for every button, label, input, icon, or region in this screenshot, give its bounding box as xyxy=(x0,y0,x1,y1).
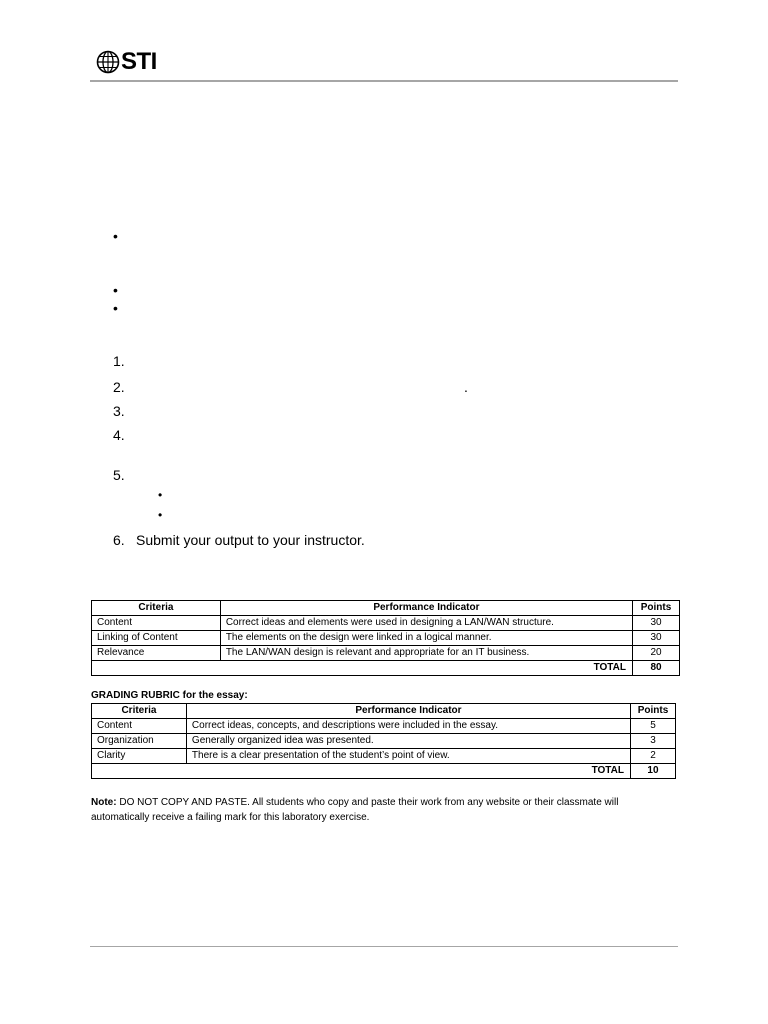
note-label: Note: xyxy=(91,797,117,808)
indicator-cell: The elements on the design were linked in a logical manner. xyxy=(220,631,632,646)
indicator-cell: Correct ideas and elements were used in designing a LAN/WAN structure. xyxy=(220,616,632,631)
note-text: DO NOT COPY AND PASTE. All students who copy and paste their work from any website or their classmate will automatically receive a failing mark for this laboratory exercise. xyxy=(91,797,619,823)
total-value: 80 xyxy=(633,661,680,676)
header-points: Points xyxy=(630,704,675,719)
criteria-cell: Clarity xyxy=(92,749,187,764)
sub-bullet-marker: • xyxy=(158,508,163,522)
total-label: TOTAL xyxy=(92,661,633,676)
table-row xyxy=(92,631,680,646)
bullet-marker: • xyxy=(113,228,118,244)
bullet-marker: • xyxy=(113,300,118,316)
table-row xyxy=(92,734,676,749)
list-number: 6. xyxy=(113,532,125,548)
table-header-row xyxy=(92,704,676,719)
list-item-text: Submit your output to your instructor. xyxy=(136,532,365,548)
bullet-marker: • xyxy=(113,282,118,298)
list-number: 1. xyxy=(113,353,125,369)
criteria-cell: Content xyxy=(92,719,187,734)
table-row xyxy=(92,749,676,764)
total-value: 10 xyxy=(630,764,675,779)
header-indicator: Performance Indicator xyxy=(186,704,630,719)
header-rule xyxy=(90,80,678,82)
points-cell: 3 xyxy=(630,734,675,749)
table-row xyxy=(92,646,680,661)
criteria-cell: Content xyxy=(92,616,221,631)
sub-bullet-marker: • xyxy=(158,488,163,502)
stray-period: . xyxy=(464,379,468,395)
points-cell: 2 xyxy=(630,749,675,764)
table-header-row xyxy=(92,601,680,616)
header-criteria: Criteria xyxy=(92,601,221,616)
header-points: Points xyxy=(633,601,680,616)
indicator-cell: There is a clear presentation of the student’s point of view. xyxy=(186,749,630,764)
criteria-cell: Relevance xyxy=(92,646,221,661)
points-cell: 20 xyxy=(633,646,680,661)
list-number: 2. xyxy=(113,379,125,395)
criteria-cell: Linking of Content xyxy=(92,631,221,646)
points-cell: 5 xyxy=(630,719,675,734)
globe-icon xyxy=(96,50,120,74)
header-indicator: Performance Indicator xyxy=(220,601,632,616)
sti-logo xyxy=(96,48,157,76)
points-cell: 30 xyxy=(633,616,680,631)
total-row xyxy=(92,661,680,676)
indicator-cell: Generally organized idea was presented. xyxy=(186,734,630,749)
total-row xyxy=(92,764,676,779)
table-row xyxy=(92,719,676,734)
rubric-table-design xyxy=(91,600,680,676)
total-label: TOTAL xyxy=(92,764,631,779)
criteria-cell: Organization xyxy=(92,734,187,749)
essay-rubric-caption: GRADING RUBRIC for the essay: xyxy=(91,690,248,701)
indicator-cell: The LAN/WAN design is relevant and appropriate for an IT business. xyxy=(220,646,632,661)
indicator-cell: Correct ideas, concepts, and descriptions were included in the essay. xyxy=(186,719,630,734)
rubric-table-essay xyxy=(91,703,676,779)
footer-rule xyxy=(90,946,678,947)
list-number: 3. xyxy=(113,403,125,419)
logo-text: STI xyxy=(121,48,157,75)
note-paragraph xyxy=(91,795,671,825)
points-cell: 30 xyxy=(633,631,680,646)
header-criteria: Criteria xyxy=(92,704,187,719)
table-row xyxy=(92,616,680,631)
list-number: 4. xyxy=(113,427,125,443)
list-number: 5. xyxy=(113,467,125,483)
